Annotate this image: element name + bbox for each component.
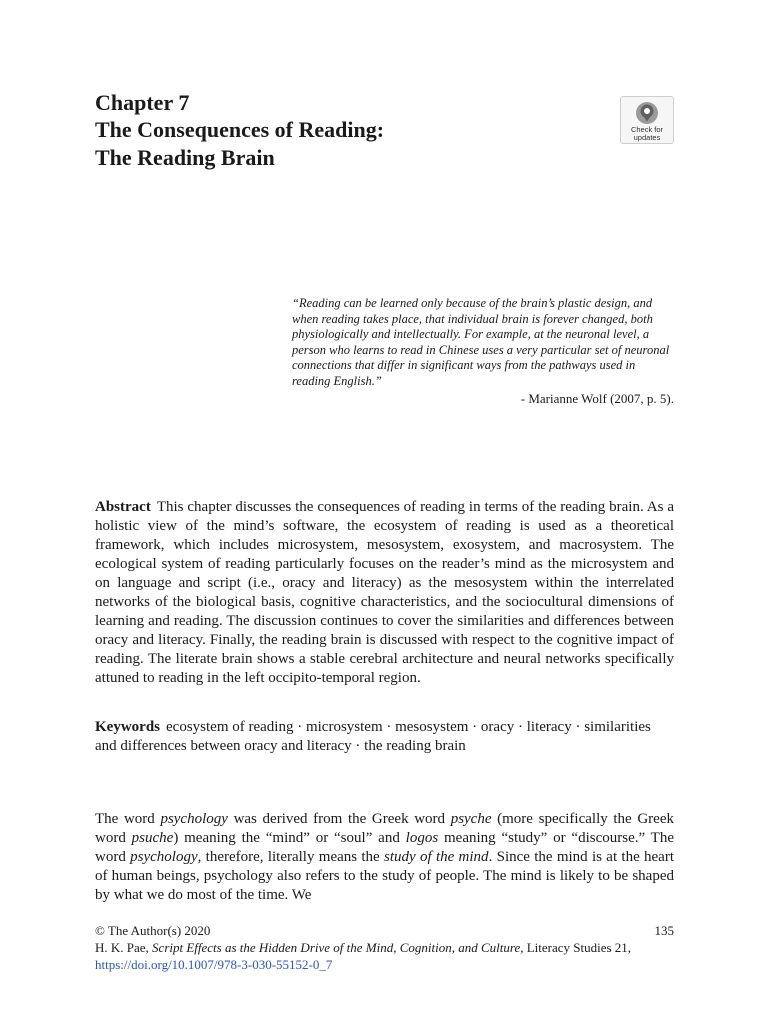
body-text: . Since the mind is at the heart of human beings, psychology also refers to the study of people. The mind is likely to be shaped by what we do most of the time. We xyxy=(95,849,675,903)
doi-link[interactable]: https://doi.org/10.1007/978-3-030-55152-0_7 xyxy=(95,957,333,972)
body-emphasis: logos xyxy=(405,830,439,846)
abstract xyxy=(95,498,674,688)
crossmark-label-line2: updates xyxy=(633,133,661,142)
abstract-heading: Abstract xyxy=(95,499,151,515)
chapter-title-line1: The Consequences of Reading: xyxy=(95,117,385,142)
body-text: was derived from the Greek word xyxy=(227,811,451,827)
chapter-title-line2: The Reading Brain xyxy=(95,145,275,170)
abstract-text: This chapter discusses the consequences of reading in terms of the reading brain. As a holistic view of the mind’s software, the ecosystem of reading is used as a theoretical framework, which includes microsystem, mesosystem, exosystem, and macrosystem. The ecological system of reading particularly focuses on the reader’s mind as the microsystem and on language and script (i.e., oracy and literacy) as the mesosystem within the interrelated networks of the biological basis, cognitive characteristics, and the sociocultural dimensions of learning and reading. The discussion continues to cover the similarities and differences between oracy and literacy. Finally, the reading brain is discussed with respect to the cognitive impact of reading. The literate brain shows a stable cerebral architecture and neural networks specifically attuned to reading in the left occipito-temporal region. xyxy=(95,499,674,686)
body-text: The word xyxy=(95,811,161,827)
body-text: (more specifically the Greek word xyxy=(95,811,674,846)
copyright-notice: © The Author(s) 2020 xyxy=(95,923,211,938)
crossmark-label xyxy=(621,126,673,142)
citation xyxy=(95,939,674,973)
body-text: ) meaning the “mind” or “soul” and xyxy=(173,830,406,846)
page-number: 135 xyxy=(654,923,674,938)
body-paragraph xyxy=(95,810,674,905)
epigraph xyxy=(292,296,674,407)
keywords xyxy=(95,718,674,756)
body-emphasis: psychology xyxy=(130,849,198,865)
citation-book-title: Script Effects as the Hidden Drive of the Mind, Cognition, and Culture xyxy=(152,940,521,955)
epigraph-source: - Marianne Wolf (2007, p. 5). xyxy=(520,391,674,406)
keywords-heading: Keywords xyxy=(95,719,160,735)
body-emphasis: psyche xyxy=(450,811,492,827)
chapter-label: Chapter 7 xyxy=(95,90,190,115)
body-emphasis: psychology xyxy=(160,811,228,827)
keywords-text: ecosystem of reading · microsystem · mesosystem · oracy · literacy · similarities and differences between oracy and literacy · the reading brain xyxy=(95,719,651,754)
epigraph-quote: “Reading can be learned only because of the brain’s plastic design, and when reading takes place, that individual brain is forever changed, both physiologically and intellectually. For example, at the neuronal level, a person who learns to read in Chinese uses a very particular set of neuronal connections that differ in significant ways from the pathways used in reading English.” xyxy=(292,296,670,388)
body-text: meaning “study” or “discourse.” The word xyxy=(95,830,675,865)
body-text: , therefore, literally means the xyxy=(197,849,385,865)
chapter-heading xyxy=(95,90,384,172)
citation-series: , Literacy Studies 21, xyxy=(520,940,632,955)
citation-author: H. K. Pae, xyxy=(95,940,153,955)
crossmark-icon xyxy=(635,101,659,125)
page-footer xyxy=(95,922,674,973)
check-for-updates-badge[interactable] xyxy=(620,96,674,144)
body-emphasis: study of the mind xyxy=(384,849,489,865)
crossmark-label-line1: Check for xyxy=(630,125,664,134)
body-emphasis: psuche xyxy=(131,830,174,846)
